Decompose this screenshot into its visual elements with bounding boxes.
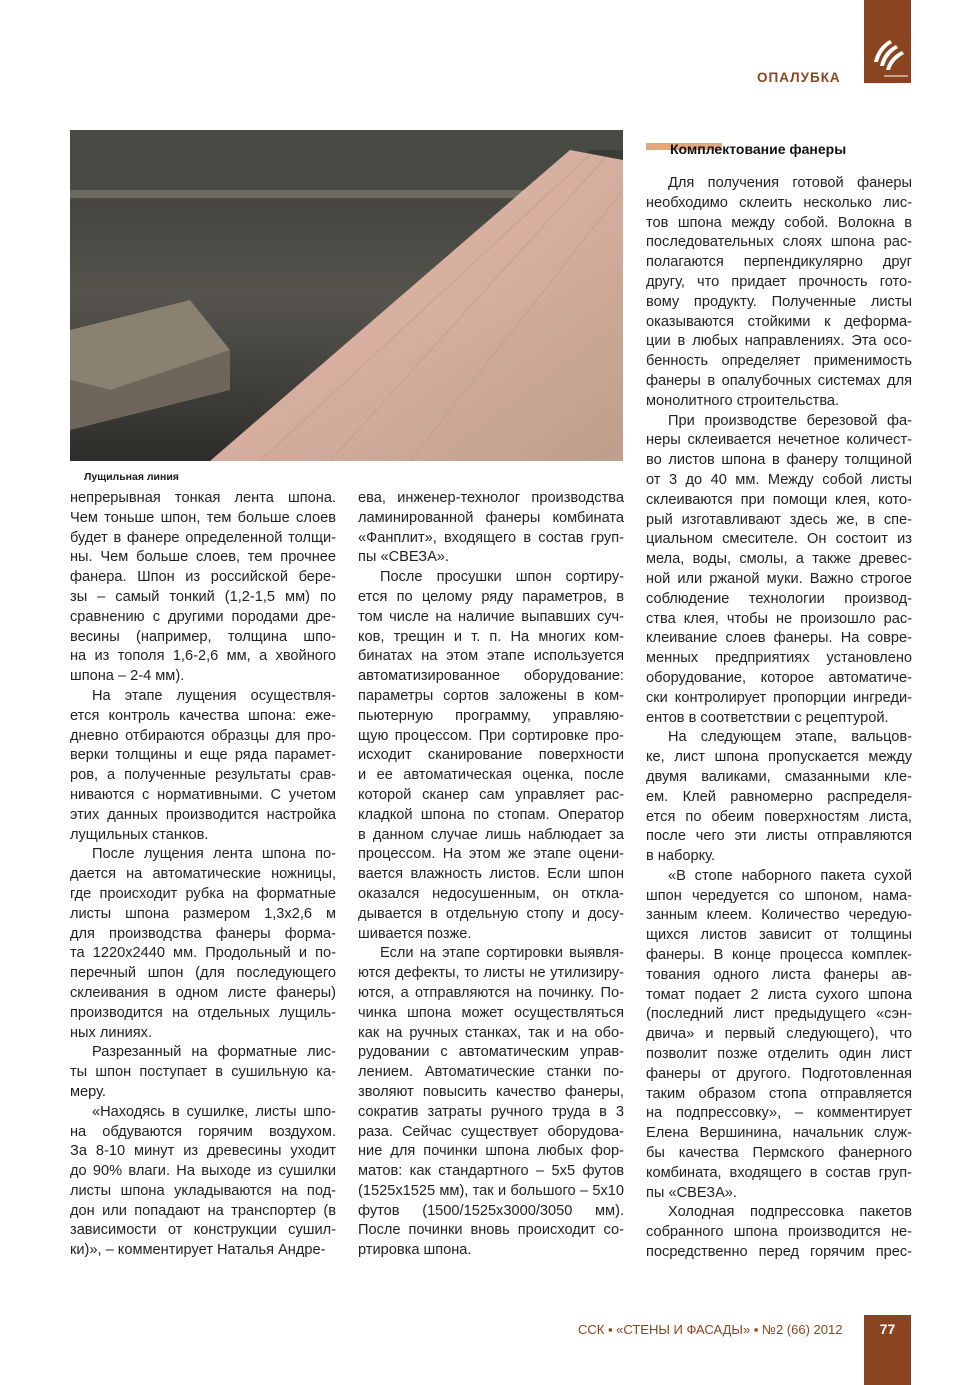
text-line: от 3 до 40 мм. Между собой листы xyxy=(646,471,912,488)
text-line: как на ручных станках, так и на обо- xyxy=(358,1024,624,1041)
text-line: «Находясь в сушилке, листы шпо- xyxy=(92,1103,336,1120)
text-line: ки)», – комментирует Наталья Андре- xyxy=(70,1242,326,1259)
section-heading: Комплектование фанеры xyxy=(670,141,847,157)
text-line: матов: как стандартного – 5х5 футов xyxy=(358,1163,624,1180)
text-line: непрерывная тонкая лента шпона. xyxy=(70,490,336,506)
text-line: бинатах на этом этапе используется xyxy=(358,648,624,665)
text-line: зависимости от конструкции сушил- xyxy=(70,1222,336,1239)
text-line: фанера. Шпон из российской бере- xyxy=(70,569,336,586)
text-line: на из тополя 1,6-2,6 мм, а хвойного xyxy=(70,648,336,665)
text-line: ние для починки шпона любых фор- xyxy=(358,1143,624,1160)
text-line: занным клеем. Количество чередую- xyxy=(646,907,912,924)
text-line: неры склеивается нечетное количест- xyxy=(646,432,912,449)
paragraph xyxy=(646,867,912,1204)
page-number-box xyxy=(864,1315,911,1385)
text-line: лением. Автоматические станки по- xyxy=(358,1064,624,1081)
text-line: оказываются стойкими к деформа- xyxy=(646,313,912,330)
text-line: ной или ржаной муки. Важно строгое xyxy=(646,570,912,587)
paragraph xyxy=(70,845,336,1043)
text-line: двича» и первый следующего), что xyxy=(646,1026,912,1043)
text-line: После лущения лента шпона по- xyxy=(92,846,336,863)
text-line: ются дефекты, то листы не утилизиру- xyxy=(358,965,624,982)
text-line: вается влажность листов. Если шпон xyxy=(358,866,624,883)
page-number: 77 xyxy=(879,1321,896,1337)
text-line: раза. Сейчас существует оборудова- xyxy=(358,1123,624,1140)
text-line: собранного шпона производится не- xyxy=(646,1224,912,1241)
text-line: Для получения готовой фанеры xyxy=(668,175,912,191)
article-column-3 xyxy=(646,174,912,1263)
text-line: После починки вновь происходит со- xyxy=(358,1222,624,1239)
text-line: пы «СВЕЗА». xyxy=(646,1184,737,1201)
text-line: автоматизированное оборудование: xyxy=(358,668,624,685)
text-line: ны. Чем больше слоев, тем прочнее xyxy=(70,549,336,566)
text-line: зволяют повысить качество фанеры, xyxy=(358,1083,624,1100)
text-line: двумя валиками, смазанными кле- xyxy=(646,768,912,785)
text-line: ков, трещин и т. п. На многих ком- xyxy=(358,628,624,645)
text-line: рый изготавливают здесь же, в спе- xyxy=(646,511,912,528)
text-line: ется по обеим поверхностям листа, xyxy=(646,808,912,825)
text-line: и ее автоматическая оценка, после xyxy=(358,767,624,784)
text-line: до 90% влаги. На выходе из сушилки xyxy=(70,1163,336,1180)
text-line: на подпрессовку», – комментирует xyxy=(646,1105,912,1122)
paragraph xyxy=(646,1203,912,1262)
text-line: исходит сканирование поверхности xyxy=(358,747,624,764)
text-line: Чем тоньше шпон, тем больше слоев xyxy=(70,509,336,526)
text-line: будет в фанере определенной толщи- xyxy=(70,529,336,546)
text-line: дневно отбираются образцы для про- xyxy=(70,727,336,744)
text-line: том числе на наличие выпавших суч- xyxy=(358,608,624,625)
text-line: «Фанплит», входящего в состав груп- xyxy=(358,529,624,546)
text-line: в данном случае лишь наблюдает за xyxy=(358,826,624,843)
text-line: в наборку. xyxy=(646,848,716,865)
text-line: кладкой шпона по стопам. Оператор xyxy=(358,806,624,823)
text-line: ции в любых направлениях. Эта осо- xyxy=(646,333,912,350)
text-line: ниваются с нормативными. С учетом xyxy=(70,786,336,803)
text-line: лущильных станков. xyxy=(70,826,209,843)
text-line: та 1220х2440 мм. Продольный и по- xyxy=(70,945,336,962)
text-line: пьютерную программу, управляю- xyxy=(358,707,624,724)
paragraph xyxy=(70,687,336,845)
text-line: циальном смесителе. Он состоит из xyxy=(646,531,912,548)
text-line: ева, инженер-технолог производства xyxy=(358,490,624,506)
text-line: щую процессом. При сортировке про- xyxy=(358,727,624,744)
text-line: Разрезанный на форматные лис- xyxy=(92,1044,336,1061)
text-line: клеивание слоев фанеры. На совре- xyxy=(646,630,912,647)
text-line: На этапе лущения осуществля- xyxy=(92,687,336,704)
text-line: шпон чередуется со шпоном, нама- xyxy=(646,887,912,904)
text-line: (1525х1525 мм), так и большого – 5х10 xyxy=(358,1182,624,1199)
text-line: ем. Клей равномерно распределя- xyxy=(646,788,912,805)
text-line: (последний лист предыдущего «сэн- xyxy=(646,1006,912,1023)
text-line: футов (1500/1525х3000/3050 мм). xyxy=(358,1202,624,1219)
text-line: шпона – 2-4 мм). xyxy=(70,668,185,685)
text-line: параметры сортов заложены в ком- xyxy=(358,687,624,704)
text-line: посредственно перед горячим прес- xyxy=(646,1244,912,1261)
text-line: вому продукту. Полученные листы xyxy=(646,293,912,310)
text-line: комбината, входящего в состав груп- xyxy=(646,1164,912,1181)
photo-peeling-line xyxy=(70,130,623,461)
article-column-2 xyxy=(358,489,624,1261)
paragraph xyxy=(646,728,912,867)
text-line: Елена Вершинина, начальник служ- xyxy=(646,1125,912,1142)
text-line: где происходит рубка на форматные xyxy=(70,885,336,902)
text-line: сравнению с другими породами дре- xyxy=(70,608,336,625)
text-line: ются, а отправляются на починку. По- xyxy=(358,984,624,1001)
text-line: На следующем этапе, вальцов- xyxy=(668,729,912,746)
text-line: менных предприятиях установлено xyxy=(646,650,912,667)
text-line: фанеры в опалубочных системах для xyxy=(646,372,912,389)
text-line: позволит позже отделить один лист xyxy=(646,1046,912,1063)
text-line: После просушки шпон сортиру- xyxy=(380,569,624,586)
text-line: после чего эти листы отправляются xyxy=(646,828,912,845)
text-line: «В стопе наборного пакета сухой xyxy=(668,867,912,884)
text-line: сократив затраты ручного труда в 3 xyxy=(358,1103,624,1120)
text-line: Если на этапе сортировки выявля- xyxy=(380,945,624,962)
text-line: тов шпона между собой. Волокна в xyxy=(646,214,912,231)
paragraph xyxy=(70,1103,336,1261)
text-line: таким образом стопа отправляется xyxy=(646,1085,912,1102)
text-line: рудовании с автоматическим управ- xyxy=(358,1044,624,1061)
text-line: ты шпон поступает в сушильную ка- xyxy=(70,1064,336,1081)
paragraph xyxy=(358,568,624,944)
text-line: листы шпона укладываются на под- xyxy=(70,1182,336,1199)
paragraph xyxy=(358,489,624,568)
text-line: Холодная подпрессовка пакетов xyxy=(668,1204,912,1221)
photo-caption: Лущильная линия xyxy=(84,471,179,483)
text-line: бы качества Пермского фанерного xyxy=(646,1145,912,1162)
text-line: верки толщины и еще ряда парамет- xyxy=(70,747,336,764)
text-line: необходимо склеить несколько лис- xyxy=(646,194,912,211)
text-line: ке, лист шпона пропускается между xyxy=(646,749,912,766)
text-line: ров, а полученные результаты срав- xyxy=(70,767,336,784)
text-line: последовательных слоях шпона рас- xyxy=(646,234,912,251)
text-line: которой сканер сам управляет рас- xyxy=(358,786,624,803)
text-line: зы – самый тонкий (1,2-1,5 мм) по xyxy=(70,588,336,605)
text-line: дается на автоматические ножницы, xyxy=(70,866,336,883)
text-line: шивается позже. xyxy=(358,925,472,942)
paragraph xyxy=(70,489,336,687)
text-line: мела, воды, смолы, а также древес- xyxy=(646,551,912,568)
text-line: ски контролирует пропорции ингреди- xyxy=(646,689,912,706)
article-column-1 xyxy=(70,489,336,1261)
text-line: меру. xyxy=(70,1083,106,1100)
text-line: фанеры. В конце процесса комплек- xyxy=(646,947,912,964)
text-line: ентов в соответствии с рецептурой. xyxy=(646,709,889,726)
text-line: пы «СВЕЗА». xyxy=(358,549,449,566)
text-line: ется по целому ряду параметров, в xyxy=(358,588,624,605)
text-line: оказался недосушенным, он откла- xyxy=(358,885,624,902)
section-title: ОПАЛУБКА xyxy=(757,70,841,85)
text-line: За 8-10 минут из древесины уходит xyxy=(70,1143,336,1160)
text-line: монолитного строительства. xyxy=(646,392,840,409)
text-line: тования одного листа фанеры ав- xyxy=(646,966,912,983)
footer-publication: ССК ▪ «СТЕНЫ И ФАСАДЫ» ▪ №2 (66) 2012 xyxy=(578,1322,843,1337)
text-line: на обдуваются горячим воздухом. xyxy=(70,1123,336,1140)
text-line: этих данных производится настройка xyxy=(70,806,336,823)
text-line: дон или попадают на транспортер (в xyxy=(70,1202,336,1219)
text-line: склеивания в одном листе фанеры) xyxy=(70,984,336,1001)
text-line: производится на отдельных лущиль- xyxy=(70,1004,336,1021)
text-line: дывается в отдельную стопу и досу- xyxy=(358,905,624,922)
text-line: ных линиях. xyxy=(70,1024,153,1041)
text-line: чинка шпона может осуществляться xyxy=(358,1004,624,1021)
paragraph xyxy=(358,944,624,1261)
text-line: во листов шпона в фанеру толщиной xyxy=(646,452,912,469)
paragraph xyxy=(70,1043,336,1102)
text-line: весины (например, толщина шпо- xyxy=(70,628,336,645)
paragraph xyxy=(646,412,912,729)
text-line: ртировка шпона. xyxy=(358,1242,472,1259)
text-line: полагаются перпендикулярно друг xyxy=(646,254,912,271)
text-line: перечный шпон (для последующего xyxy=(70,965,336,982)
text-line: ется контроль качества шпона: еже- xyxy=(70,707,336,724)
text-line: щихся листов зависит от толщины xyxy=(646,927,912,944)
publisher-logo-icon xyxy=(864,0,911,83)
text-line: для производства фанеры форма- xyxy=(70,925,336,942)
text-line: бенность определяет применимость xyxy=(646,353,912,370)
text-line: другу, что придает прочность гото- xyxy=(646,273,912,290)
text-line: оборудование, которое автоматиче- xyxy=(646,669,912,686)
text-line: склеиваются при помощи клея, кото- xyxy=(646,491,912,508)
text-line: процессом. На этом же этапе оцени- xyxy=(358,846,624,863)
publisher-logo xyxy=(864,0,911,83)
text-line: При производстве березовой фа- xyxy=(668,412,912,429)
text-line: соблюдение технологии производ- xyxy=(646,590,912,607)
text-line: фанеры от другого. Подготовленная xyxy=(646,1065,912,1082)
paragraph xyxy=(646,174,912,412)
text-line: ламинированной фанеры комбината xyxy=(358,509,624,526)
text-line: листы шпона размером 1,3х2,6 м xyxy=(70,905,336,922)
text-line: ства клея, чтобы не произошло рас- xyxy=(646,610,912,627)
text-line: томат подает 2 листа сухого шпона xyxy=(646,986,912,1003)
